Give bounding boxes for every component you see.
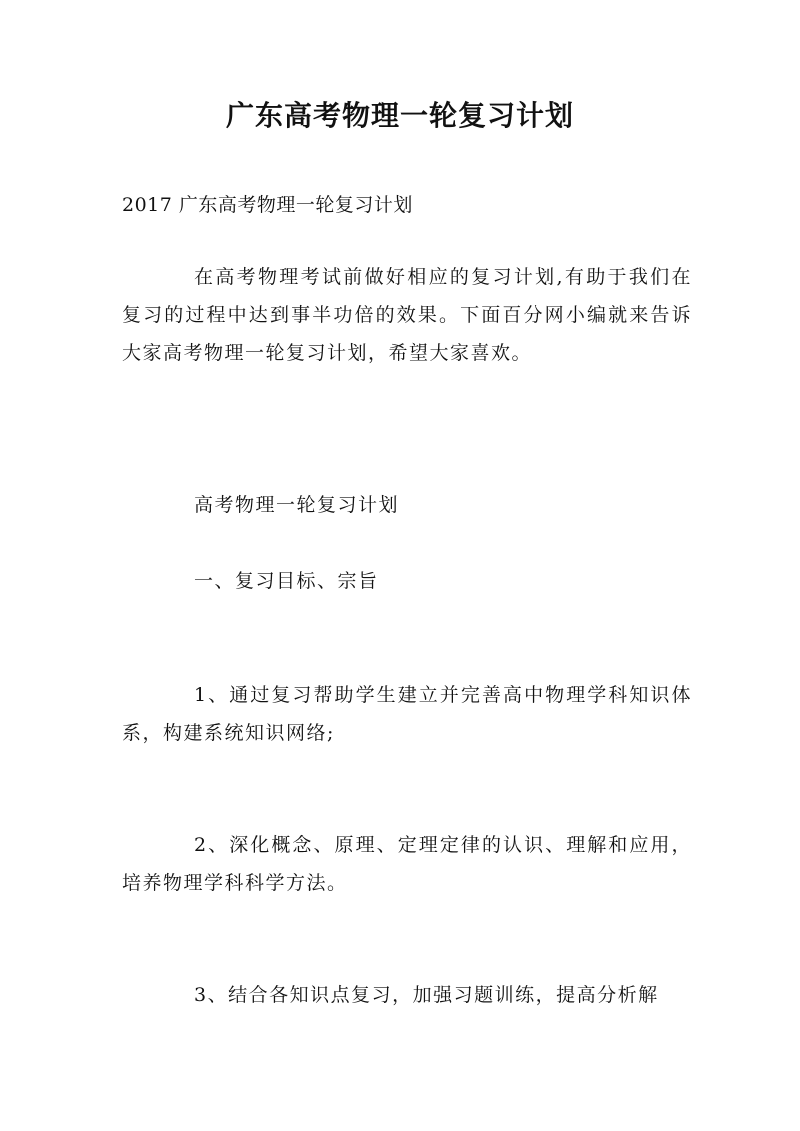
list-item-1: 1、通过复习帮助学生建立并完善高中物理学科知识体系，构建系统知识网络; [122,684,692,744]
document-title: 广东高考物理一轮复习计划 [225,99,574,132]
document-subtitle: 2017 广东高考物理一轮复习计划 [122,194,413,216]
section-1-title: 一、复习目标、宗旨 [194,570,379,592]
list-item-2: 2、深化概念、原理、定理定律的认识、理解和应用，培养物理学科科学方法。 [122,834,692,894]
section-heading: 高考物理一轮复习计划 [194,494,400,516]
list-item-3: 3、结合各知识点复习，加强习题训练，提高分析解 [194,984,659,1006]
intro-paragraph: 在高考物理考试前做好相应的复习计划,有助于我们在复习的过程中达到事半功倍的效果。下面百分网小编就来告诉大家高考物理一轮复习计划，希望大家喜欢。 [122,266,692,364]
